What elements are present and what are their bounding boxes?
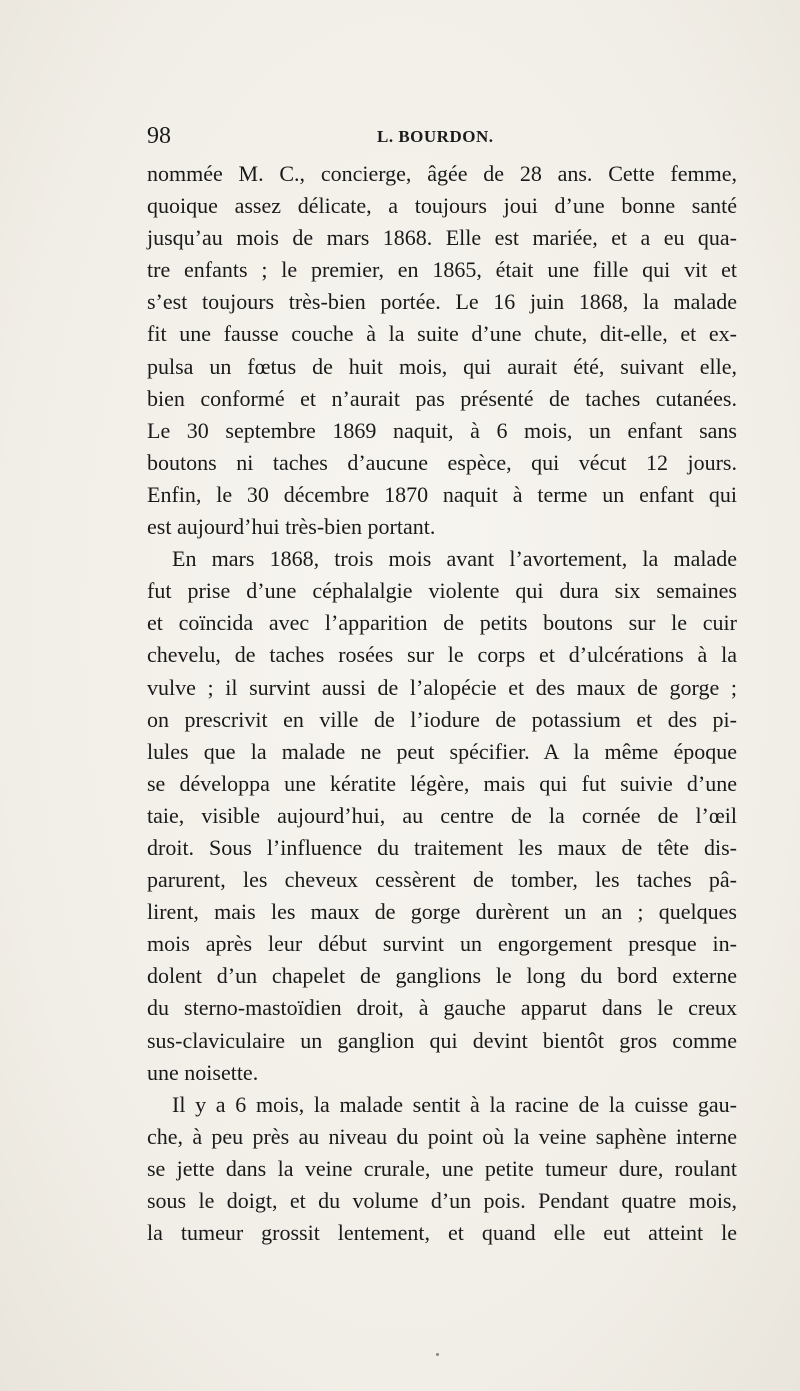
text-line: mois après leur début survint un engorgement presque in-	[147, 931, 737, 957]
text-line: fut prise d’une céphalalgie violente qui dura six semaines	[147, 578, 737, 604]
text-line: Le 30 septembre 1869 naquit, à 6 mois, un enfant sans	[147, 417, 737, 443]
text-line: boutons ni taches d’aucune espèce, qui vécut 12 jours.	[147, 449, 737, 475]
text-line: bien conformé et n’aurait pas présenté de taches cutanées.	[147, 385, 737, 411]
page-number: 98	[147, 123, 171, 149]
body-text	[147, 158, 737, 1249]
text-line: droit. Sous l’influence du traitement les maux de tête dis-	[147, 834, 737, 860]
text-line: che, à peu près au niveau du point où la veine saphène interne	[147, 1123, 737, 1149]
text-line: chevelu, de taches rosées sur le corps et d’ulcérations à la	[147, 642, 737, 668]
page-header	[147, 118, 737, 154]
text-line: tre enfants ; le premier, en 1865, était une fille qui vit et	[147, 257, 737, 283]
paragraph-first-line: Il y a 6 mois, la malade sentit à la racine de la cuisse gau-	[172, 1091, 737, 1117]
text-line: quoique assez délicate, a toujours joui d’une bonne santé	[147, 193, 737, 219]
text-line: dolent d’un chapelet de ganglions le long du bord externe	[147, 963, 737, 989]
text-line: pulsa un fœtus de huit mois, qui aurait été, suivant elle,	[147, 353, 737, 379]
text-line: se développa une kératite légère, mais qui fut suivie d’une	[147, 770, 737, 796]
text-line: sus-claviculaire un ganglion qui devint bientôt gros comme	[147, 1027, 737, 1053]
text-line: se jette dans la veine crurale, une petite tumeur dure, roulant	[147, 1155, 737, 1181]
text-line: jusqu’au mois de mars 1868. Elle est mariée, et a eu qua-	[147, 225, 737, 251]
text-line: est aujourd’hui très-bien portant.	[147, 514, 436, 540]
text-line: sous le doigt, et du volume d’un pois. Pendant quatre mois,	[147, 1188, 737, 1213]
text-line: Enfin, le 30 décembre 1870 naquit à terme un enfant qui	[147, 481, 737, 507]
text-line: s’est toujours très-bien portée. Le 16 juin 1868, la malade	[147, 289, 737, 315]
paragraph-first-line: En mars 1868, trois mois avant l’avortement, la malade	[172, 546, 737, 572]
text-line: la tumeur grossit lentement, et quand elle eut atteint le	[147, 1220, 737, 1246]
text-line: fit une fausse couche à la suite d’une chute, dit-elle, et ex-	[147, 321, 737, 347]
text-line: parurent, les cheveux cessèrent de tomber, les taches pâ-	[147, 867, 737, 893]
text-line: on prescrivit en ville de l’iodure de potassium et des pi-	[147, 706, 737, 732]
text-line: lirent, mais les maux de gorge durèrent un an ; quelques	[147, 899, 737, 925]
text-line: nommée M. C., concierge, âgée de 28 ans. Cette femme,	[147, 161, 737, 186]
text-line: lules que la malade ne peut spécifier. A la même époque	[147, 738, 737, 764]
running-head: L. BOURDON.	[377, 127, 494, 146]
text-line: taie, visible aujourd’hui, au centre de la cornée de l’œil	[147, 802, 737, 828]
text-line: du sterno-mastoïdien droit, à gauche apparut dans le creux	[147, 995, 737, 1021]
paper-speck	[436, 1353, 439, 1356]
text-line: et coïncida avec l’apparition de petits boutons sur le cuir	[147, 610, 737, 636]
text-line: vulve ; il survint aussi de l’alopécie et des maux de gorge ;	[147, 674, 737, 700]
text-line: une noisette.	[147, 1059, 259, 1085]
